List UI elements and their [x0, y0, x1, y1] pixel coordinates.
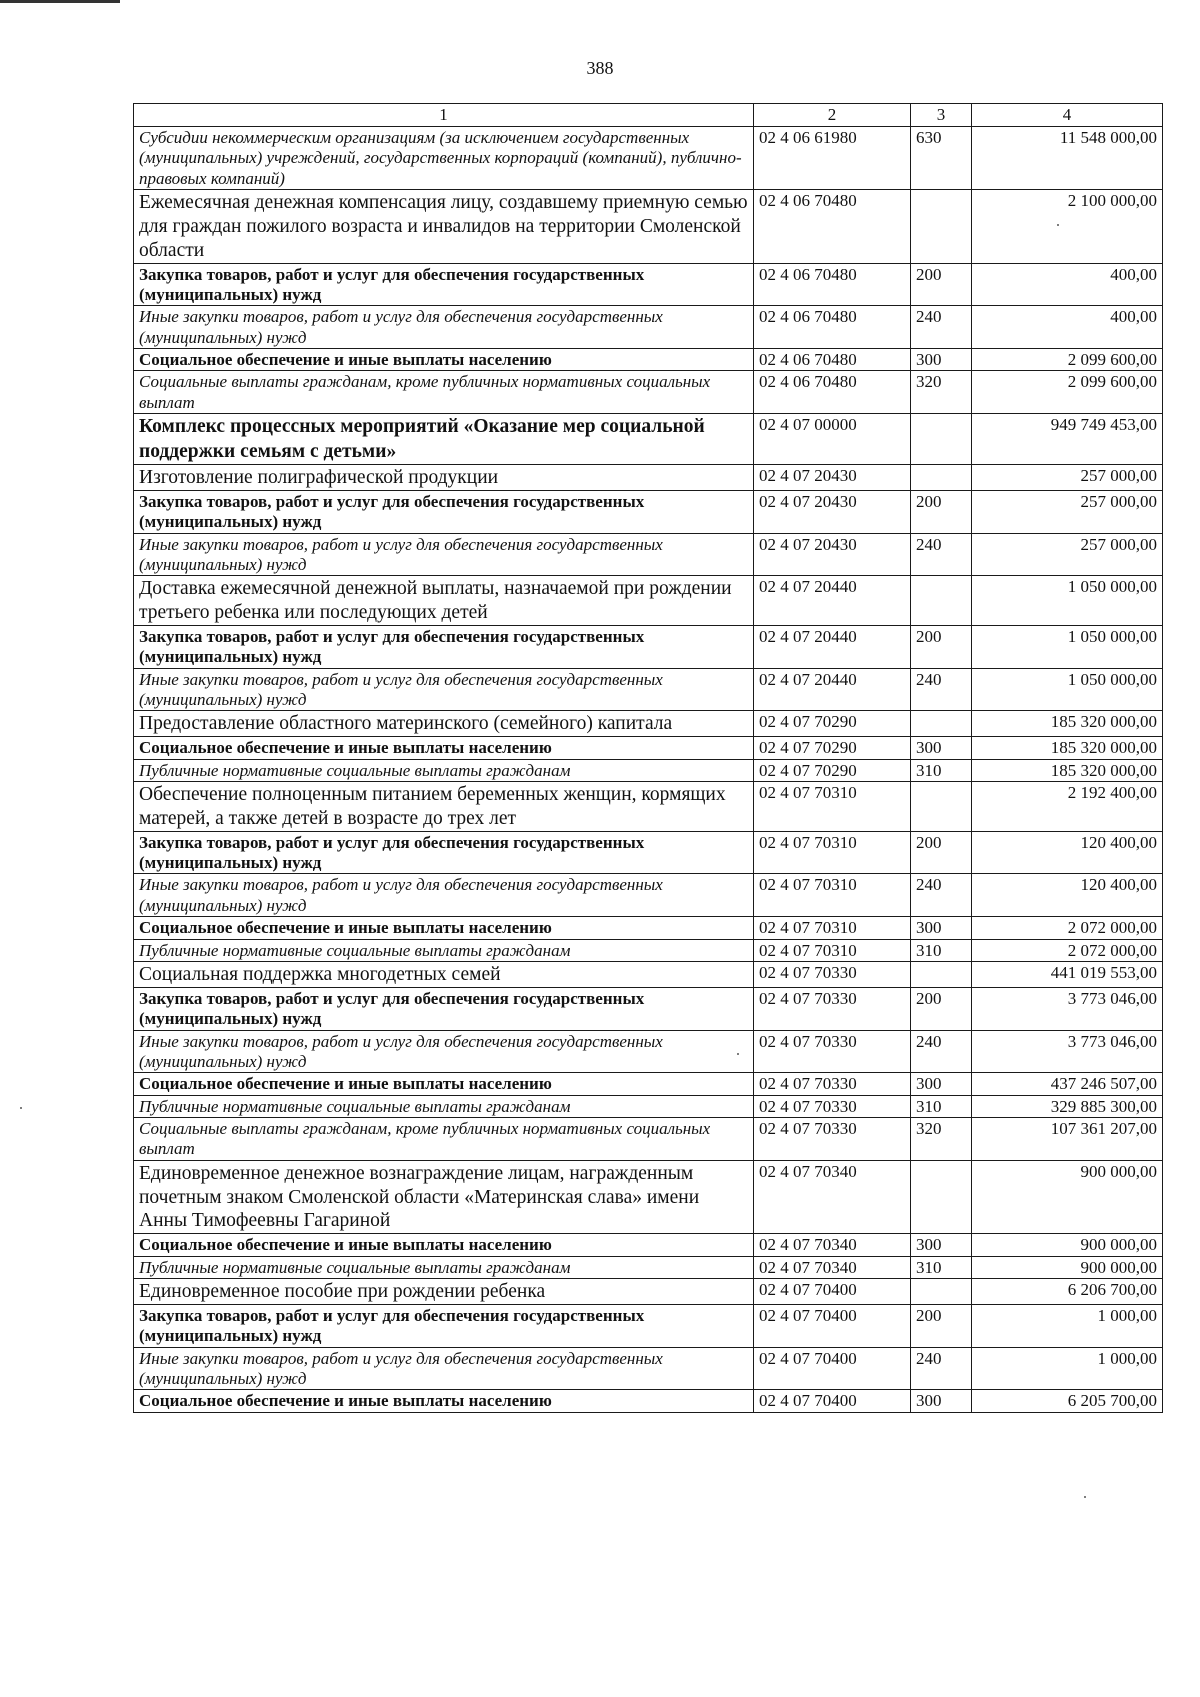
row-code: 02 4 06 70480	[754, 263, 911, 306]
table-row	[134, 987, 1163, 1030]
row-amount: 3 773 046,00	[972, 1030, 1163, 1073]
row-name: Иные закупки товаров, работ и услуг для обеспечения государственных (муниципальных) нужд	[134, 668, 754, 711]
row-name: Иные закупки товаров, работ и услуг для обеспечения государственных (муниципальных) нужд	[134, 533, 754, 576]
row-amount: 900 000,00	[972, 1160, 1163, 1233]
row-expense-type: 300	[911, 917, 972, 939]
row-code: 02 4 07 70330	[754, 987, 911, 1030]
table-body	[134, 127, 1163, 1413]
row-amount: 2 099 600,00	[972, 349, 1163, 371]
table-row	[134, 737, 1163, 759]
row-name: Социальное обеспечение и иные выплаты населению	[134, 737, 754, 759]
row-code: 02 4 07 70330	[754, 1118, 911, 1161]
row-expense-type: 200	[911, 1304, 972, 1347]
row-name: Единовременное пособие при рождении ребенка	[134, 1278, 754, 1304]
table-row	[134, 874, 1163, 917]
table-row	[134, 711, 1163, 737]
table-row	[134, 1278, 1163, 1304]
row-expense-type: 320	[911, 1118, 972, 1161]
row-code: 02 4 06 70480	[754, 190, 911, 263]
row-name: Публичные нормативные социальные выплаты гражданам	[134, 939, 754, 961]
row-expense-type	[911, 576, 972, 626]
table-row	[134, 371, 1163, 414]
scan-speck	[1057, 224, 1059, 226]
column-header-name: 1	[134, 104, 754, 127]
row-code: 02 4 07 70330	[754, 1030, 911, 1073]
row-code: 02 4 07 70400	[754, 1304, 911, 1347]
table-row	[134, 1095, 1163, 1117]
table-row	[134, 1234, 1163, 1256]
row-amount: 257 000,00	[972, 465, 1163, 491]
row-name: Закупка товаров, работ и услуг для обеспечения государственных (муниципальных) нужд	[134, 987, 754, 1030]
row-expense-type	[911, 190, 972, 263]
row-amount: 900 000,00	[972, 1234, 1163, 1256]
row-code: 02 4 06 61980	[754, 127, 911, 190]
row-code: 02 4 06 70480	[754, 349, 911, 371]
row-amount: 11 548 000,00	[972, 127, 1163, 190]
row-name: Единовременное денежное вознаграждение лицам, награжденным почетным знаком Смоленской области «Материнская слава» имени Анны Тимофеевны Гагариной	[134, 1160, 754, 1233]
row-amount: 2 072 000,00	[972, 939, 1163, 961]
row-name: Социальное обеспечение и иные выплаты населению	[134, 1234, 754, 1256]
row-name: Публичные нормативные социальные выплаты гражданам	[134, 759, 754, 781]
row-name: Изготовление полиграфической продукции	[134, 465, 754, 491]
table-row	[134, 961, 1163, 987]
row-amount: 1 050 000,00	[972, 668, 1163, 711]
budget-table	[133, 103, 1163, 1413]
row-code: 02 4 06 70480	[754, 371, 911, 414]
table-row	[134, 465, 1163, 491]
row-code: 02 4 07 00000	[754, 414, 911, 465]
row-expense-type: 240	[911, 306, 972, 349]
table-row	[134, 782, 1163, 832]
row-name: Обеспечение полноценным питанием беременных женщин, кормящих матерей, а также детей в возрасте до трех лет	[134, 782, 754, 832]
table-row	[134, 1304, 1163, 1347]
row-code: 02 4 07 70340	[754, 1160, 911, 1233]
row-code: 02 4 07 20430	[754, 490, 911, 533]
row-code: 02 4 07 70310	[754, 782, 911, 832]
row-amount: 257 000,00	[972, 490, 1163, 533]
row-code: 02 4 07 70290	[754, 711, 911, 737]
row-code: 02 4 07 70330	[754, 961, 911, 987]
table-row	[134, 490, 1163, 533]
row-amount: 949 749 453,00	[972, 414, 1163, 465]
row-name: Иные закупки товаров, работ и услуг для обеспечения государственных (муниципальных) нужд	[134, 874, 754, 917]
row-amount: 185 320 000,00	[972, 759, 1163, 781]
row-code: 02 4 07 70290	[754, 759, 911, 781]
row-code: 02 4 07 70340	[754, 1256, 911, 1278]
row-amount: 1 050 000,00	[972, 625, 1163, 668]
row-expense-type: 310	[911, 939, 972, 961]
row-expense-type: 240	[911, 668, 972, 711]
row-code: 02 4 07 70330	[754, 1073, 911, 1095]
row-expense-type: 240	[911, 533, 972, 576]
scan-speck	[20, 1107, 22, 1109]
row-expense-type: 300	[911, 349, 972, 371]
row-amount: 1 000,00	[972, 1304, 1163, 1347]
page-number: 388	[586, 58, 614, 78]
row-amount: 2 099 600,00	[972, 371, 1163, 414]
row-expense-type: 630	[911, 127, 972, 190]
table-row	[134, 1347, 1163, 1390]
row-name: Закупка товаров, работ и услуг для обеспечения государственных (муниципальных) нужд	[134, 490, 754, 533]
row-expense-type: 310	[911, 1256, 972, 1278]
row-name: Социальное обеспечение и иные выплаты населению	[134, 917, 754, 939]
row-name: Доставка ежемесячной денежной выплаты, назначаемой при рождении третьего ребенка или последующих детей	[134, 576, 754, 626]
row-expense-type: 300	[911, 1234, 972, 1256]
row-code: 02 4 07 70310	[754, 831, 911, 874]
row-name: Закупка товаров, работ и услуг для обеспечения государственных (муниципальных) нужд	[134, 1304, 754, 1347]
row-amount: 185 320 000,00	[972, 737, 1163, 759]
row-name: Предоставление областного материнского (семейного) капитала	[134, 711, 754, 737]
row-expense-type: 300	[911, 737, 972, 759]
table-row	[134, 831, 1163, 874]
row-amount: 6 206 700,00	[972, 1278, 1163, 1304]
table-row	[134, 349, 1163, 371]
row-code: 02 4 06 70480	[754, 306, 911, 349]
scan-edge-mark	[0, 0, 120, 3]
row-name: Ежемесячная денежная компенсация лицу, создавшему приемную семью для граждан пожилого возраста и инвалидов на территории Смоленской области	[134, 190, 754, 263]
row-expense-type	[911, 414, 972, 465]
row-amount: 185 320 000,00	[972, 711, 1163, 737]
table-row	[134, 533, 1163, 576]
row-name: Иные закупки товаров, работ и услуг для обеспечения государственных (муниципальных) нужд	[134, 1347, 754, 1390]
row-code: 02 4 07 70340	[754, 1234, 911, 1256]
row-code: 02 4 07 20440	[754, 625, 911, 668]
row-amount: 6 205 700,00	[972, 1390, 1163, 1412]
table-row	[134, 625, 1163, 668]
row-amount: 120 400,00	[972, 831, 1163, 874]
column-header-code: 2	[754, 104, 911, 127]
row-code: 02 4 07 20430	[754, 465, 911, 491]
row-name: Иные закупки товаров, работ и услуг для обеспечения государственных (муниципальных) нужд	[134, 306, 754, 349]
row-expense-type: 300	[911, 1073, 972, 1095]
row-amount: 2 100 000,00	[972, 190, 1163, 263]
table-row	[134, 127, 1163, 190]
table-row	[134, 1390, 1163, 1412]
row-name: Иные закупки товаров, работ и услуг для обеспечения государственных (муниципальных) нужд	[134, 1030, 754, 1073]
row-name: Закупка товаров, работ и услуг для обеспечения государственных (муниципальных) нужд	[134, 263, 754, 306]
row-expense-type: 200	[911, 831, 972, 874]
row-expense-type: 300	[911, 1390, 972, 1412]
row-name: Закупка товаров, работ и услуг для обеспечения государственных (муниципальных) нужд	[134, 831, 754, 874]
row-code: 02 4 07 70400	[754, 1390, 911, 1412]
table-row	[134, 190, 1163, 263]
row-name: Закупка товаров, работ и услуг для обеспечения государственных (муниципальных) нужд	[134, 625, 754, 668]
row-expense-type	[911, 961, 972, 987]
row-expense-type: 240	[911, 1030, 972, 1073]
row-amount: 900 000,00	[972, 1256, 1163, 1278]
row-name: Социальные выплаты гражданам, кроме публичных нормативных социальных выплат	[134, 371, 754, 414]
row-code: 02 4 07 70290	[754, 737, 911, 759]
header-row	[134, 104, 1163, 127]
row-amount: 437 246 507,00	[972, 1073, 1163, 1095]
row-name: Социальное обеспечение и иные выплаты населению	[134, 349, 754, 371]
table-row	[134, 576, 1163, 626]
row-expense-type	[911, 782, 972, 832]
row-code: 02 4 07 70400	[754, 1278, 911, 1304]
table-row	[134, 1118, 1163, 1161]
row-amount: 441 019 553,00	[972, 961, 1163, 987]
row-name: Комплекс процессных мероприятий «Оказание мер социальной поддержки семьям с детьми»	[134, 414, 754, 465]
row-amount: 2 072 000,00	[972, 917, 1163, 939]
row-expense-type	[911, 711, 972, 737]
row-expense-type: 200	[911, 625, 972, 668]
table-row	[134, 414, 1163, 465]
row-expense-type: 200	[911, 987, 972, 1030]
row-code: 02 4 07 70400	[754, 1347, 911, 1390]
row-name: Социальные выплаты гражданам, кроме публичных нормативных социальных выплат	[134, 1118, 754, 1161]
row-amount: 120 400,00	[972, 874, 1163, 917]
row-expense-type: 310	[911, 759, 972, 781]
row-expense-type: 200	[911, 490, 972, 533]
row-name: Социальная поддержка многодетных семей	[134, 961, 754, 987]
row-expense-type: 320	[911, 371, 972, 414]
table-row	[134, 668, 1163, 711]
table-row	[134, 939, 1163, 961]
row-amount: 2 192 400,00	[972, 782, 1163, 832]
row-code: 02 4 07 20430	[754, 533, 911, 576]
row-expense-type: 240	[911, 1347, 972, 1390]
column-header-amount: 4	[972, 104, 1163, 127]
row-name: Субсидии некоммерческим организациям (за исключением государственных (муниципальных) учреждений, государственных корпораций (компаний), публично-правовых компаний)	[134, 127, 754, 190]
row-amount: 257 000,00	[972, 533, 1163, 576]
row-expense-type	[911, 1160, 972, 1233]
column-header-vr: 3	[911, 104, 972, 127]
row-expense-type	[911, 1278, 972, 1304]
scan-speck	[737, 1053, 739, 1055]
row-code: 02 4 07 70330	[754, 1095, 911, 1117]
row-expense-type	[911, 465, 972, 491]
row-amount: 1 050 000,00	[972, 576, 1163, 626]
row-amount: 400,00	[972, 306, 1163, 349]
table-row	[134, 1256, 1163, 1278]
table-row	[134, 1030, 1163, 1073]
row-name: Публичные нормативные социальные выплаты гражданам	[134, 1095, 754, 1117]
row-name: Социальное обеспечение и иные выплаты населению	[134, 1390, 754, 1412]
table-row	[134, 917, 1163, 939]
table-row	[134, 306, 1163, 349]
table-row	[134, 263, 1163, 306]
row-expense-type: 200	[911, 263, 972, 306]
row-amount: 1 000,00	[972, 1347, 1163, 1390]
row-amount: 329 885 300,00	[972, 1095, 1163, 1117]
row-amount: 400,00	[972, 263, 1163, 306]
row-name: Социальное обеспечение и иные выплаты населению	[134, 1073, 754, 1095]
row-amount: 107 361 207,00	[972, 1118, 1163, 1161]
row-code: 02 4 07 70310	[754, 874, 911, 917]
scan-speck	[1084, 1496, 1086, 1498]
row-name: Публичные нормативные социальные выплаты гражданам	[134, 1256, 754, 1278]
row-expense-type: 310	[911, 1095, 972, 1117]
row-code: 02 4 07 20440	[754, 668, 911, 711]
row-code: 02 4 07 70310	[754, 939, 911, 961]
row-code: 02 4 07 20440	[754, 576, 911, 626]
table-row	[134, 759, 1163, 781]
table-row	[134, 1073, 1163, 1095]
row-expense-type: 240	[911, 874, 972, 917]
table-row	[134, 1160, 1163, 1233]
row-code: 02 4 07 70310	[754, 917, 911, 939]
row-amount: 3 773 046,00	[972, 987, 1163, 1030]
